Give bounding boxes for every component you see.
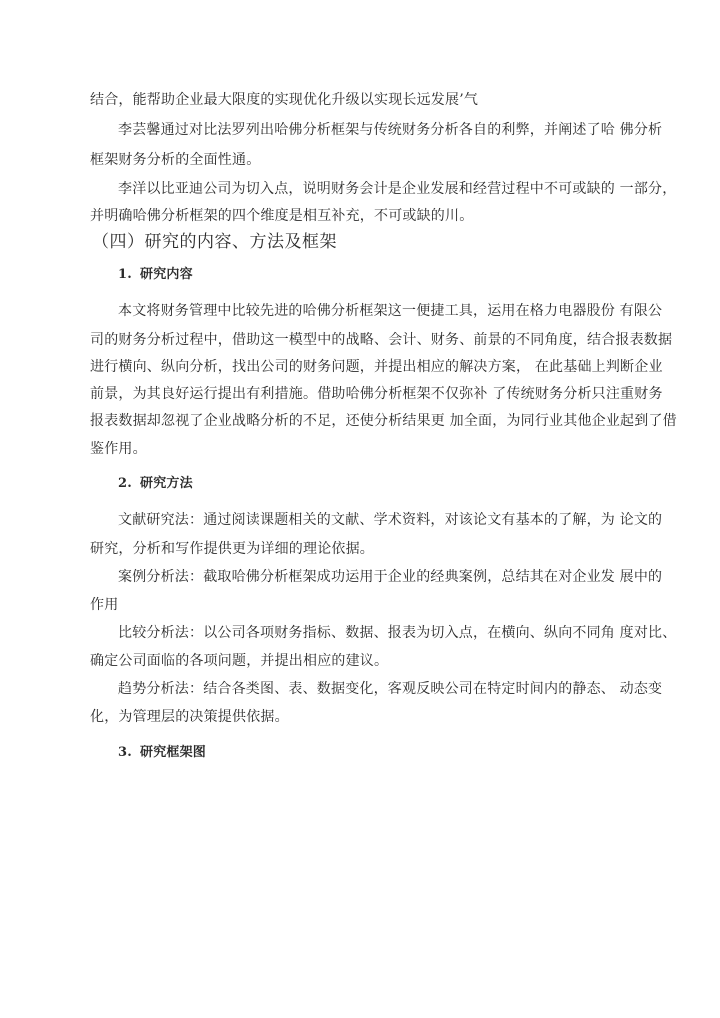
subheading-research-method — [118, 474, 193, 494]
content-line-3: 进行横向、纵向分析，找出公司的财务问题，并提出相应的解决方案， 在此基础上判断企业 — [90, 359, 663, 375]
intro-line-4: 李洋以比亚迪公司为切入点，说明财务会计是企业发展和经营过程中不可或缺的 一部分， — [118, 181, 677, 197]
content-line-2: 司的财务分析过程中，借助这一模型中的战略、会计、财务、前景的不同角度，结合报表数据 — [90, 332, 673, 348]
content-line-4: 前景，为其良好运行提出有利措施。借助哈佛分析框架不仅弥补 了传统财务分析只注重财务 — [90, 386, 663, 402]
intro-line-2: 李芸馨通过对比法罗列出哈佛分析框架与传统财务分析各自的利弊，并阐述了哈 佛分析 — [118, 122, 663, 138]
method-line-7: 趋势分析法：结合各类图、表、数据变化，客观反映公司在特定时间内的静态、 动态变 — [118, 681, 663, 697]
subheading-title: 研究方法 — [140, 476, 193, 491]
method-line-3: 案例分析法：截取哈佛分析框架成功运用于企业的经典案例，总结其在对企业发 展中的 — [118, 569, 663, 585]
intro-line-5: 并明确哈佛分析框架的四个维度是相互补充，不可或缺的川。 — [90, 208, 474, 224]
intro-line-1: 结合，能帮助企业最大限度的实现优化升级以实现长远发展’气 — [90, 92, 479, 108]
method-line-2: 研究，分析和写作提供更为详细的理论依据。 — [90, 541, 374, 557]
intro-line-3: 框架财务分析的全面性通。 — [90, 152, 261, 168]
subheading-number: 2. — [118, 476, 132, 491]
subheading-title: 研究框架图 — [140, 745, 207, 760]
method-line-6: 确定公司面临的各项问题，并提出相应的建议。 — [90, 653, 389, 669]
subheading-number: 3. — [118, 745, 132, 760]
method-line-5: 比较分析法：以公司各项财务指标、数据、报表为切入点，在横向、纵向不同角 度对比、 — [118, 625, 677, 641]
content-line-1: 本文将财务管理中比较先进的哈佛分析框架这一便捷工具，运用在格力电器股份 有限公 — [118, 303, 663, 319]
subheading-title: 研究内容 — [140, 267, 193, 282]
method-line-1: 文献研究法：通过阅读课题相关的文献、学术资料，对该论文有基本的了解，为 论文的 — [118, 512, 663, 528]
subheading-research-content — [118, 265, 193, 285]
subheading-number: 1. — [118, 267, 132, 282]
content-line-6: 鉴作用。 — [90, 441, 147, 457]
method-line-4: 作用 — [90, 597, 119, 613]
content-line-5: 报表数据却忽视了企业战略分析的不足，还使分析结果更 加全面，为同行业其他企业起到了借 — [90, 413, 677, 429]
method-line-8: 化，为管理层的决策提供依据。 — [90, 709, 289, 725]
section-heading: （四）研究的内容、方法及框架 — [92, 232, 337, 252]
subheading-research-framework — [118, 743, 206, 763]
